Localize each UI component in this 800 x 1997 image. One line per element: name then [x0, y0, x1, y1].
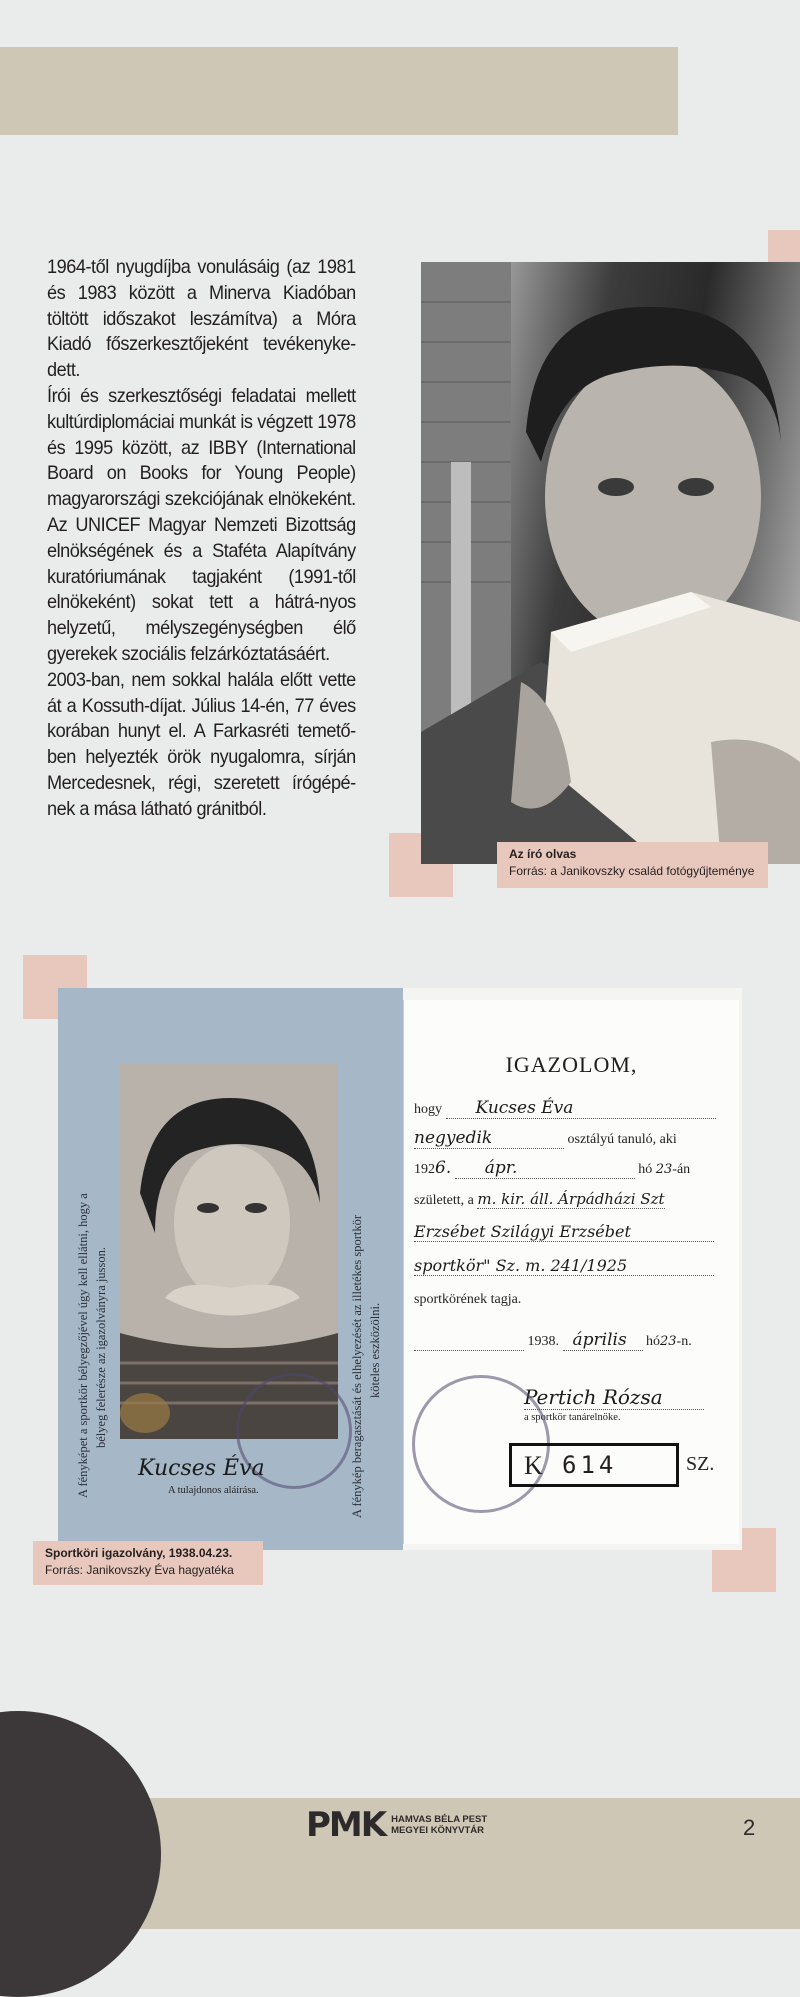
- logo-text: [391, 1814, 487, 1836]
- owner-signature: Kucses Éva: [138, 1456, 265, 1481]
- page-number: 2: [743, 1815, 756, 1840]
- sports-id-card: [58, 988, 742, 1550]
- date-year: 1938.: [527, 1334, 559, 1349]
- birth-month: ápr.: [455, 1158, 635, 1179]
- card-caption: [33, 1541, 263, 1585]
- birth-day: 23: [655, 1162, 673, 1177]
- top-decor-band: [0, 47, 678, 135]
- line-school-1: [414, 1190, 665, 1209]
- line-member: sportkörének tagja.: [414, 1292, 522, 1307]
- day-label: hó: [638, 1162, 653, 1177]
- card-left-page: [58, 988, 403, 1550]
- owner-label: A tulajdonos aláírása.: [168, 1485, 259, 1496]
- right-vertical-note-2: köteles eszközölni.: [368, 1302, 382, 1398]
- line-school-2: [414, 1222, 714, 1242]
- line-date: [414, 1330, 692, 1351]
- biography-text: [47, 255, 356, 823]
- id-number-box: [509, 1443, 679, 1487]
- caption-title: Az író olvas: [509, 847, 577, 861]
- teacher-label: a sportkör tanárelnöke.: [524, 1412, 621, 1423]
- logo-line-1: HAMVAS BÉLA PEST: [391, 1814, 488, 1825]
- paragraph-1: 1964-től nyugdíjba vonulásáig (az 1981 és 1983 között a Minerva Kiadóban töltött időszakot leszámítva) a Móra Kiadó főszerkesztőjeként tevékenyke-dett.: [47, 256, 356, 382]
- left-vertical-note-2: bélyeg felerésze az igazolványra jusson.: [94, 1247, 108, 1448]
- footer-dark-circle: [0, 1711, 161, 1997]
- card-caption-source: Forrás: Janikovszky Éva hagyatéka: [45, 1563, 234, 1577]
- line-school-3: [414, 1256, 714, 1276]
- logo-line-2: MEGYEI KÖNYVTÁR: [391, 1825, 485, 1836]
- line-class: [414, 1128, 677, 1149]
- year-value: 6.: [435, 1158, 452, 1178]
- class-label: osztályú tanuló, aki: [567, 1132, 677, 1147]
- date-day: 23: [660, 1334, 677, 1349]
- school-line-1: m. kir. áll. Árpádházi Szt: [477, 1190, 665, 1208]
- id-number: 614: [562, 1451, 618, 1479]
- library-logo: [306, 1805, 488, 1845]
- teacher-signature: Pertich Rózsa: [524, 1385, 704, 1410]
- date-dots: [414, 1334, 524, 1351]
- student-name: Kucses Éva: [446, 1098, 716, 1119]
- line-name: [414, 1098, 716, 1119]
- logo-mark: PMK: [306, 1805, 386, 1845]
- paragraph-2: Írói és szerkesztőségi feladatai mellett kultúrdiplomáciai munkát is végzett 1978 és 1995 között, az IBBY (International Board on Books for Young People) magyarországi szekciójának elnökeként. Az UNICEF Magyar Nemzeti Bizottság elnökségének és a Staféta Alapítvány kuratóriumának tagjaként (1991-től elnökeként) sokat tett a hátrá-nyos helyzetű, mélyszegénységben élő gyerekek szociális felzárkóztatásáért.: [47, 384, 356, 665]
- id-letter: K: [524, 1451, 543, 1480]
- school-line-3: sportkör" Sz. m. 241/1925: [414, 1256, 714, 1276]
- year-prefix: 192: [414, 1162, 435, 1177]
- paragraph-3: 2003-ban, nem sokkal halála előtt vette át a Kossuth-díjat. Július 14-én, 77 éves korában hunyt el. A Farkasréti temető-ben helyezték örök nyugalomra, sírján Mercedesnek, régi, szeretett írógépé-nek a mása látható gránitból.: [47, 668, 356, 820]
- left-vertical-note-1: A fényképet a sportkör bélyegzőjével úgy kell ellátni, hogy a: [76, 1193, 90, 1498]
- hogy-label: hogy: [414, 1102, 442, 1117]
- born-label: született, a: [414, 1193, 474, 1208]
- sz-label: SZ.: [686, 1453, 715, 1475]
- author-reading-illustration: [421, 262, 800, 864]
- accent-square-top-right: [768, 230, 800, 262]
- caption-source: Forrás: a Janikovszky család fotógyűjteménye: [509, 864, 755, 878]
- right-vertical-note-1: A fénykép beragasztását és elhelyezését az illetékes sportkör: [350, 1215, 364, 1518]
- card-right-page: [403, 1000, 739, 1544]
- date-month: április: [563, 1330, 643, 1351]
- date-suffix: -n.: [676, 1334, 692, 1349]
- date-day-label: hó: [646, 1334, 660, 1349]
- card-title: IGAZOLOM,: [505, 1052, 638, 1077]
- class-value: negyedik: [414, 1128, 564, 1149]
- school-line-2: Erzsébet Szilágyi Erzsébet: [414, 1222, 714, 1242]
- author-reading-photo: [421, 262, 800, 864]
- card-caption-title: Sportköri igazolvány, 1938.04.23.: [45, 1546, 233, 1560]
- day-suffix: -án: [672, 1162, 691, 1177]
- author-photo-caption: [497, 842, 768, 888]
- line-birthdate: [414, 1158, 690, 1179]
